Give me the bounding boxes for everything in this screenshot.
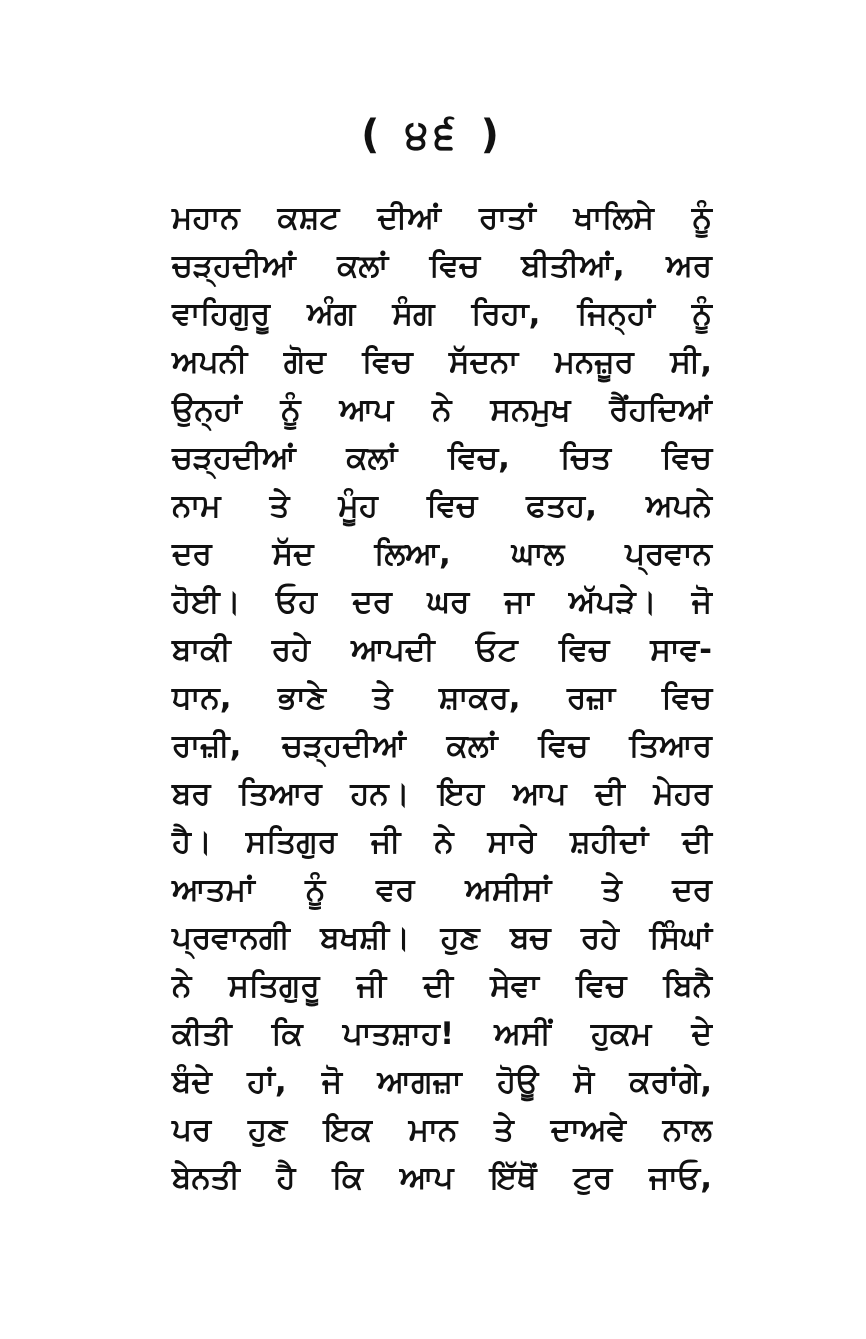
- body-text: [172, 194, 712, 1202]
- text-line: ਦਰ ਸੱਦ ਲਿਆ, ਘਾਲ ਪ੍ਰਵਾਨ: [172, 536, 712, 572]
- text-line: ਵਾਹਿਗੁਰੂ ਅੰਗ ਸੰਗ ਰਿਹਾ, ਜਿਨ੍ਹਾਂ ਨੂੰ: [172, 296, 712, 332]
- text-line: ਉਨ੍ਹਾਂ ਨੂੰ ਆਪ ਨੇ ਸਨਮੁਖ ਰੈਂਹਦਿਆਂ: [172, 392, 712, 428]
- text-line: ਬੰਦੇ ਹਾਂ, ਜੋ ਆਗਜ਼ਾ ਹੋਊ ਸੋ ਕਰਾਂਗੇ,: [172, 1064, 712, 1100]
- text-line: ਪਰ ਹੁਣ ਇਕ ਮਾਨ ਤੇ ਦਾਅਵੇ ਨਾਲ: [172, 1112, 712, 1148]
- text-line: ਹੋਈ। ਓਹ ਦਰ ਘਰ ਜਾ ਅੱਪੜੇ। ਜੋ: [172, 584, 712, 620]
- text-line: ਬੇਨਤੀ ਹੈ ਕਿ ਆਪ ਇੱਥੋਂ ਟੁਰ ਜਾਓ,: [172, 1160, 712, 1196]
- text-line: ਨੇ ਸਤਿਗੁਰੂ ਜੀ ਦੀ ਸੇਵਾ ਵਿਚ ਬਿਨੈ: [172, 968, 712, 1004]
- text-line: ਕੀਤੀ ਕਿ ਪਾਤਸ਼ਾਹ! ਅਸੀਂ ਹੁਕਮ ਦੇ: [172, 1016, 712, 1052]
- page-number: ( ੪੬ ): [361, 112, 505, 158]
- text-line: ਬਰ ਤਿਆਰ ਹਨ। ਇਹ ਆਪ ਦੀ ਮੇਹਰ: [172, 776, 712, 812]
- text-line: ਨਾਮ ਤੇ ਮੂੰਹ ਵਿਚ ਫਤਹ, ਅਪਨੇ: [172, 488, 712, 524]
- text-line: ਹੈ। ਸਤਿਗੁਰ ਜੀ ਨੇ ਸਾਰੇ ਸ਼ਹੀਦਾਂ ਦੀ: [172, 824, 712, 860]
- text-line: ਆਤਮਾਂ ਨੂੰ ਵਰ ਅਸੀਸਾਂ ਤੇ ਦਰ: [172, 872, 712, 908]
- text-line: ਧਾਨ, ਭਾਣੇ ਤੇ ਸ਼ਾਕਰ, ਰਜ਼ਾ ਵਿਚ: [172, 680, 712, 716]
- text-line: ਰਾਜ਼ੀ, ਚੜ੍ਹਦੀਆਂ ਕਲਾਂ ਵਿਚ ਤਿਆਰ: [172, 728, 712, 764]
- text-line: ਚੜ੍ਹਦੀਆਂ ਕਲਾਂ ਵਿਚ, ਚਿਤ ਵਿਚ: [172, 440, 712, 476]
- text-line: ਅਪਨੀ ਗੋਦ ਵਿਚ ਸੱਦਨਾ ਮਨਜ਼ੂਰ ਸੀ,: [172, 344, 712, 380]
- text-line: ਪ੍ਰਵਾਨਗੀ ਬਖਸ਼ੀ। ਹੁਣ ਬਚ ਰਹੇ ਸਿੰਘਾਂ: [172, 920, 712, 956]
- text-line: ਮਹਾਨ ਕਸ਼ਟ ਦੀਆਂ ਰਾਤਾਂ ਖਾਲਿਸੇ ਨੂੰ: [172, 200, 712, 236]
- text-line: ਬਾਕੀ ਰਹੇ ਆਪਦੀ ਓਟ ਵਿਚ ਸਾਵ-: [172, 632, 712, 668]
- text-line: ਚੜ੍ਹਦੀਆਂ ਕਲਾਂ ਵਿਚ ਬੀਤੀਆਂ, ਅਰ: [172, 248, 712, 284]
